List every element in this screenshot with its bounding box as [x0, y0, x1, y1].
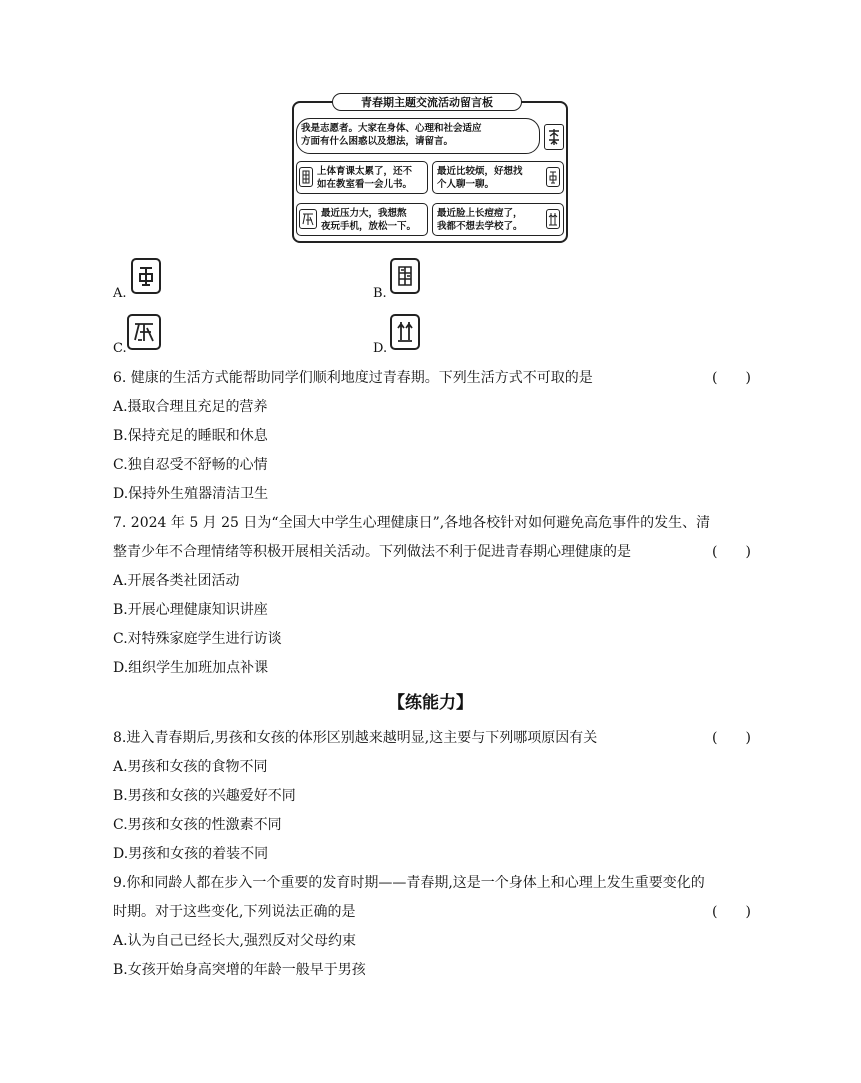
q7-answer-blank[interactable]: ( ) — [712, 544, 751, 560]
q8-answer-blank[interactable]: ( ) — [712, 730, 751, 746]
seal-d-icon[interactable] — [390, 314, 420, 350]
q9-stem-line-2: 时期。对于这些变化,下列说法正确的是 — [113, 904, 356, 920]
q7-option-d[interactable]: D.组织学生加班加点补课 — [113, 660, 269, 676]
q6-option-a[interactable]: A.摄取合理且充足的营养 — [113, 399, 268, 415]
seal-b-icon — [299, 167, 313, 187]
q9-stem-line-1: 9.你和同龄人都在步入一个重要的发育时期——青春期,这是一个身体上和心理上发生重要变化的 — [113, 875, 705, 891]
q7-option-a[interactable]: A.开展各类社团活动 — [113, 573, 240, 589]
message-2-line-1: 最近比较烦，好想找 — [437, 166, 523, 177]
q5-option-b-label[interactable]: B. — [373, 286, 387, 301]
q5-option-a-label[interactable]: A. — [113, 286, 127, 301]
q5-option-c-label[interactable]: C. — [113, 341, 127, 356]
seal-a-icon[interactable] — [131, 258, 161, 294]
q8-option-a[interactable]: A.男孩和女孩的食物不同 — [113, 759, 268, 775]
seal-qin-icon — [544, 124, 564, 150]
q7-option-c[interactable]: C.对特殊家庭学生进行访谈 — [113, 631, 282, 647]
q7-stem-line-2: 整青少年不合理情绪等积极开展相关活动。下列做法不利于促进青春期心理健康的是 — [113, 544, 631, 560]
seal-c-icon — [299, 209, 317, 229]
q7-option-b[interactable]: B.开展心理健康知识讲座 — [113, 602, 268, 618]
q6-option-b[interactable]: B.保持充足的睡眠和休息 — [113, 428, 268, 444]
q8-option-d[interactable]: D.男孩和女孩的着装不同 — [113, 846, 269, 862]
message-1-line-1: 上体育课太累了，还不 — [317, 166, 413, 177]
message-4-line-1: 最近脸上长痘痘了， — [437, 208, 523, 219]
volunteer-line-2: 方面有什么困惑以及想法，请留言。 — [301, 136, 454, 147]
message-4-line-2: 我都不想去学校了。 — [437, 221, 523, 232]
seal-b-icon[interactable] — [390, 258, 420, 294]
q6-answer-blank[interactable]: ( ) — [712, 370, 751, 386]
volunteer-bubble — [296, 118, 540, 154]
q6-stem: 6. 健康的生活方式能帮助同学们顺利地度过青春期。下列生活方式不可取的是 — [113, 370, 593, 386]
message-2 — [432, 161, 564, 194]
seal-a-icon — [546, 167, 560, 187]
message-3-line-2: 夜玩手机，放松一下。 — [321, 221, 417, 232]
q8-option-b[interactable]: B.男孩和女孩的兴趣爱好不同 — [113, 788, 296, 804]
board-title: 青春期主题交流活动留言板 — [332, 93, 522, 111]
q8-stem: 8.进入青春期后,男孩和女孩的体形区别越来越明显,这主要与下列哪项原因有关 — [113, 730, 598, 746]
message-2-line-2: 个人聊一聊。 — [437, 179, 495, 190]
q6-option-c[interactable]: C.独自忍受不舒畅的心情 — [113, 457, 268, 473]
message-3-line-1: 最近压力大，我想熬 — [321, 208, 407, 219]
q9-answer-blank[interactable]: ( ) — [712, 904, 751, 920]
section-heading: 【练能力】 — [388, 693, 473, 713]
message-1 — [296, 161, 428, 194]
seal-c-icon[interactable] — [127, 314, 161, 350]
q9-option-b[interactable]: B.女孩开始身高突增的年龄一般早于男孩 — [113, 962, 366, 978]
q9-option-a[interactable]: A.认为自己已经长大,强烈反对父母约束 — [113, 933, 357, 949]
message-1-line-2: 如在教室看一会儿书。 — [317, 179, 413, 190]
q8-option-c[interactable]: C.男孩和女孩的性激素不同 — [113, 817, 282, 833]
q5-option-d-label[interactable]: D. — [373, 341, 388, 356]
q6-option-d[interactable]: D.保持外生殖器清洁卫生 — [113, 486, 269, 502]
q7-stem-line-1: 7. 2024 年 5 月 25 日为“全国大中学生心理健康日”,各地各校针对如何避免高危事件的发生、清 — [113, 515, 711, 531]
message-4 — [432, 203, 564, 236]
seal-d-icon — [546, 209, 560, 229]
volunteer-line-1: 我是志愿者。大家在身体、心理和社会适应 — [301, 123, 482, 134]
